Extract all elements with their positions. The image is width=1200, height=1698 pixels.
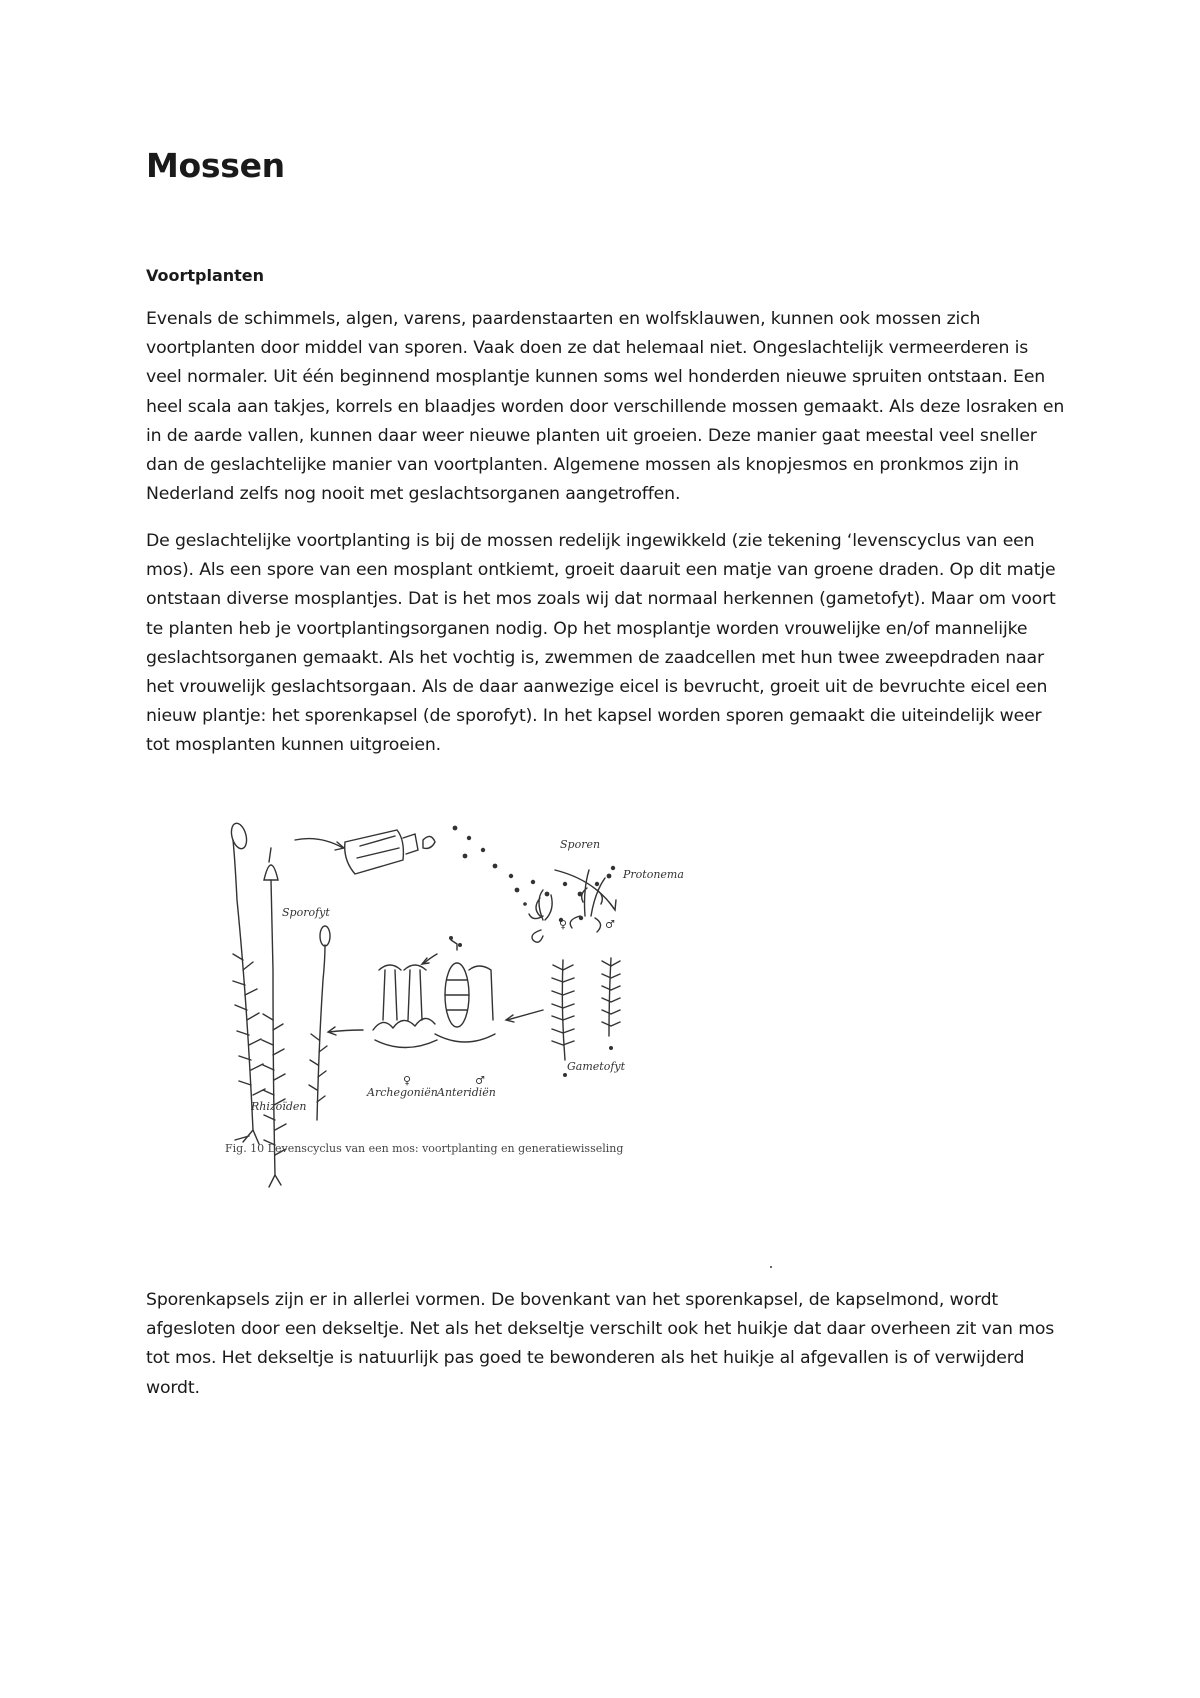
life-cycle-illustration [225,820,745,1260]
antheridia [435,940,495,1042]
page-title: Mossen [146,146,285,185]
label-protonema: Protonema [623,868,684,881]
figure-caption: Fig. 10 Levenscyclus van een mos: voortplanting en generatiewisseling [225,1142,624,1155]
label-male-symbol-2: ♂ [605,918,615,931]
spore-capsule [345,830,435,874]
label-female-symbol-2: ♀ [559,918,568,931]
spores [449,826,615,1077]
paragraph-3: Sporenkapsels zijn er in allerlei vormen. De bovenkant van het sporenkapsel, de kapselmond, wordt afgesloten door een dekseltje. Net als het dekseltje verschilt ook het huikje dat daar overheen zit van mos tot mos. Het dekseltje is natuurlijk pas goed te bewonderen als het huikje al afgevallen is of verwijderd wordt. [146,1290,1055,1398]
label-male-symbol: ♂ [475,1074,485,1087]
label-anteridien: Anteridiën [437,1086,496,1099]
paragraph-1: Evenals de schimmels, algen, varens, paardenstaarten en wolfsklauwen, kunnen ook mossen zich voortplanten door middel van sporen. Vaak doen ze dat helemaal niet. Ongeslachtelijk vermeerderen is veel normaler. Uit één beginnend mosplantje kunnen soms wel honderden nieuwe spruiten ontstaan. Een heel scala aan takjes, korrels en blaadjes worden door verschillende mossen gemaakt. Als deze losraken en in de aarde vallen, kunnen daar weer nieuwe planten uit groeien. Deze manier gaat meestal veel sneller dan de geslachtelijke manier van voortplanten. Algemene mossen als knopjesmos en pronkmos zijn in Nederland zelfs nog nooit met geslachtsorganen aangetroffen. [146,309,1065,505]
life-cycle-figure [225,820,745,1260]
label-female-symbol: ♀ [403,1074,412,1087]
label-archegonien: Archegoniën [367,1086,438,1099]
label-rhizoiden: Rhizoïden [251,1100,307,1113]
section-heading: Voortplanten [146,266,265,285]
young-sporophyte [309,926,330,1120]
stray-mark [770,1266,772,1268]
label-sporen: Sporen [560,838,601,851]
mature-moss-plant [229,822,265,1144]
protonema [529,870,605,942]
label-sporofyt: Sporofyt [282,906,330,919]
sporophyte-plant [262,848,286,1187]
gametophytes [552,958,620,1060]
label-gametofyt: Gametofyt [567,1060,626,1073]
paragraph-2: De geslachtelijke voortplanting is bij de mossen redelijk ingewikkeld (zie tekening ‘levenscyclus van een mos). Als een spore van een mosplant ontkiemt, groeit daaruit een matje van groene draden. Op dit matje ontstaan diverse mosplantjes. Dat is het mos zoals wij dat normaal herkennen (gametofyt). Maar om voort te planten heb je voortplantingsorganen nodig. Op het mosplantje worden vrouwelijke en/of mannelijke geslachtsorganen gemaakt. Als het vochtig is, zwemmen de zaadcellen met hun twee zweepdraden naar het vrouwelijk geslachtsorgaan. Als de daar aanwezige eicel is bevrucht, groeit uit de bevruchte eicel een nieuw plantje: het sporenkapsel (de sporofyt). In het kapsel worden sporen gemaakt die uiteindelijk weer tot mosplanten kunnen uitgroeien. [146,531,1056,756]
archegonia [373,965,437,1048]
